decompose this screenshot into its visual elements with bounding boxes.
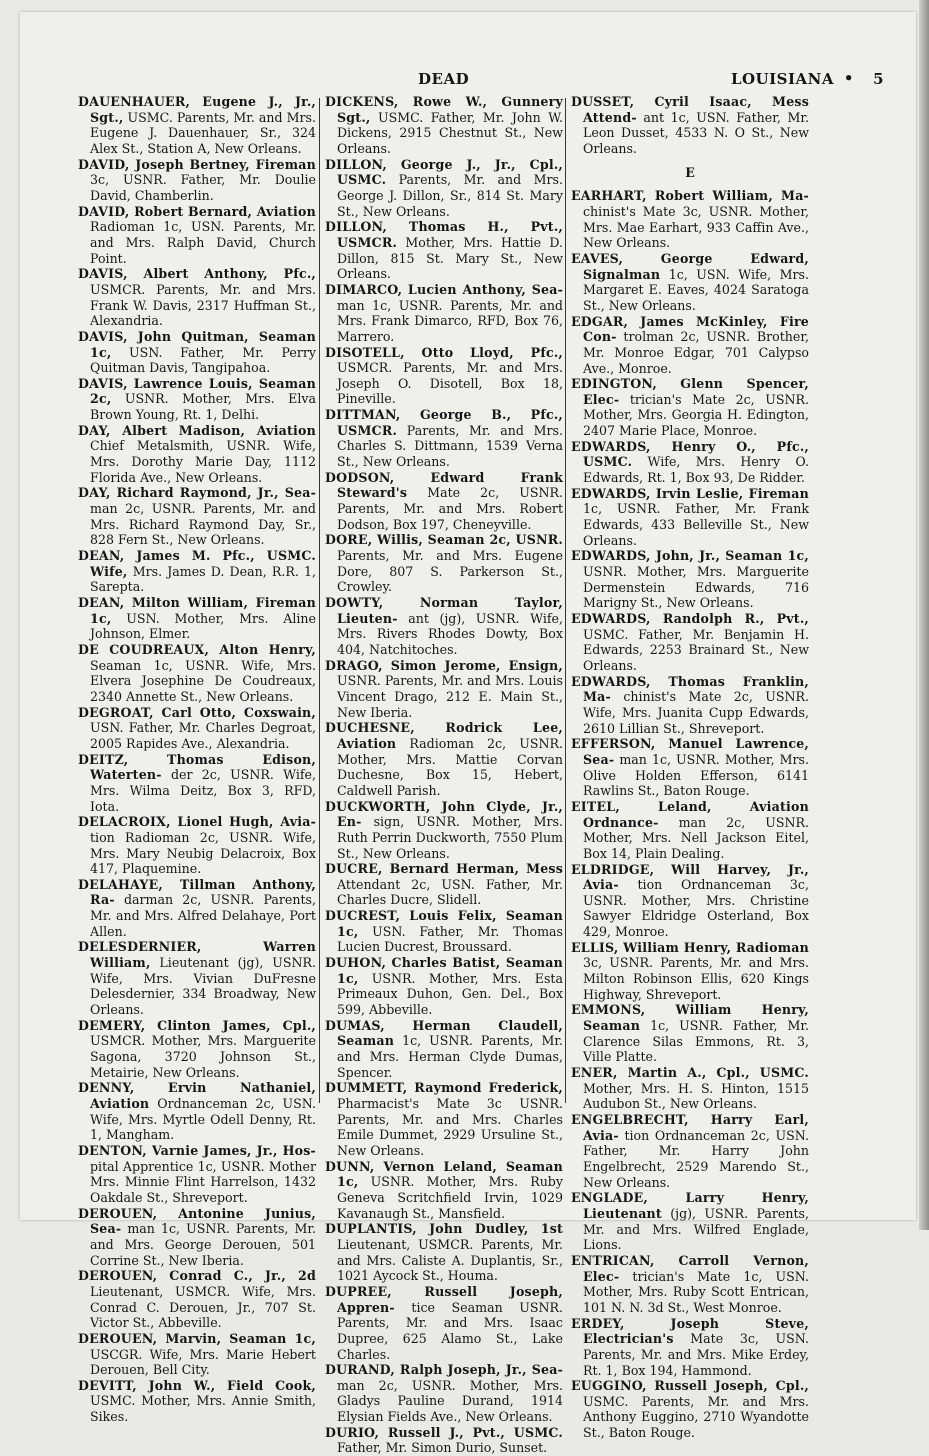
casualty-entry (78, 1378, 316, 1425)
entry-name: DUSSET, Cyril Isaac, Mess Attend- (571, 94, 809, 125)
entry-name: DENTON, Varnie James, Jr., Hos- (78, 1142, 316, 1158)
entry-name: DRAGO, Simon Jerome, Ensign, (325, 657, 563, 673)
entry-name: DELAHAYE, Tillman Anthony, Ra- (78, 876, 316, 908)
entry-name: EDWARDS, Henry O., Pfc., USMC. (571, 438, 809, 470)
casualty-entry (571, 188, 809, 251)
casualty-entry (571, 1253, 809, 1316)
entry-details: der 2c, USNR. Wife, Mrs. Wilma Deitz, Box 3, RFD, Iota. (90, 767, 316, 814)
entry-name: DIMARCO, Lucien Anthony, Sea- (325, 281, 563, 297)
entry-details: Radioman 1c, USN. Parents, Mr. and Mrs. Ralph David, Church Point. (90, 219, 316, 266)
casualty-entry (571, 736, 809, 799)
casualty-entry (78, 548, 316, 595)
casualty-entry (78, 939, 316, 1017)
entry-name: DUPREE, Russell Joseph, Appren- (325, 1283, 563, 1315)
casualty-entry (78, 485, 316, 548)
casualty-entry (571, 1002, 809, 1065)
entry-name: DICKENS, Rowe W., Gunnery Sgt., (325, 94, 563, 125)
casualty-entry (571, 251, 809, 314)
entry-name: DUCKWORTH, John Clyde, Jr., En- (325, 798, 563, 830)
entry-details: USN. Father, Mr. Thomas Lucien Ducrest, Broussard. (337, 923, 563, 955)
entry-details: trolman 2c, USNR. Brother, Mr. Monroe Edgar, 701 Calypso Ave., Monroe. (583, 329, 809, 376)
casualty-entry (78, 595, 316, 642)
entry-name: DAVIS, John Quitman, Seaman 1c, (78, 328, 316, 360)
casualty-entry (325, 1362, 563, 1425)
casualty-entry (571, 1065, 809, 1112)
entry-details: tice Seaman USNR. Parents, Mr. and Mrs. Isaac Dupree, 625 Alamo St., Lake Charles. (337, 1299, 563, 1362)
entry-details: tion Ordnanceman 3c, USNR. Mother, Mrs. Christine Sawyer Eldridge Osterland, Box 429, Monroe. (583, 877, 809, 940)
casualty-entry (571, 548, 809, 611)
entry-name: EDWARDS, Irvin Leslie, Fireman (571, 485, 809, 501)
casualty-entry (325, 799, 563, 862)
entry-name: DUCRE, Bernard Herman, Mess (325, 861, 563, 877)
casualty-entry (78, 1268, 316, 1331)
entry-details: man 2c, USNR. Mother, Mrs. Nell Jackson Eitel, Box 14, Plain Dealing. (583, 814, 809, 861)
entry-details: USNR. Mother, Mrs. Marguerite Dermenstein Edwards, 716 Marigny St., New Orleans. (583, 564, 809, 611)
entry-details: USCGR. Wife, Mrs. Marie Hebert Derouen, Bell City. (90, 1346, 316, 1378)
entry-name: EAVES, George Edward, Signalman (571, 250, 809, 282)
entry-details: trician's Mate 1c, USN. Mother, Mrs. Ruby Scott Entrican, 101 N. N. 3d St., West Monroe. (583, 1268, 809, 1315)
entry-details: USN. Mother, Mrs. Aline Johnson, Elmer. (90, 610, 316, 642)
entry-name: DELACROIX, Lionel Hugh, Avia- (78, 814, 316, 830)
entry-details: USNR. Mother, Mrs. Elva Brown Young, Rt. 1, Delhi. (90, 391, 316, 423)
entry-name: DUHON, Charles Batist, Seaman 1c, (325, 955, 563, 986)
entry-details: USMC. Parents, Mr. and Mrs. Eugene J. Dauenhauer, Sr., 324 Alex St., Station A, New Orleans. (90, 109, 316, 156)
casualty-entry (325, 720, 563, 798)
entry-details: USMC. Parents, Mr. and Mrs. Anthony Euggino, 2710 Wyandotte St., Baton Rouge. (583, 1393, 809, 1441)
column-2 (325, 94, 563, 1456)
entry-details: USMCR. Parents, Mr. and Mrs. Frank W. Davis, 2317 Huffman St., Alexandria. (90, 281, 316, 329)
entry-name: DEGROAT, Carl Otto, Coxswain, (78, 704, 316, 720)
entry-name: DEITZ, Thomas Edison, Waterten- (78, 751, 316, 783)
page-header (20, 70, 916, 94)
casualty-entry (78, 157, 316, 204)
entry-name: DOWTY, Norman Taylor, Lieuten- (325, 595, 563, 626)
entry-details: man 1c, USNR. Parents, Mr. and Mrs. Frank Dimarco, RFD, Box 76, Marrero. (337, 297, 563, 344)
entry-name: EDWARDS, John, Jr., Seaman 1c, (571, 548, 809, 564)
casualty-entry (78, 642, 316, 705)
entry-name: DUCHESNE, Rodrick Lee, Aviation (325, 720, 563, 751)
entry-details: Lieutenant, USMCR. Parents, Mr. and Mrs. Caliste A. Duplantis, Sr., 1021 Aycock St., Houma. (337, 1236, 563, 1284)
entry-details: Lieutenant, USMCR. Wife, Mrs. Conrad C. Derouen, Jr., 707 St. Victor St., Abbeville. (90, 1283, 316, 1331)
entry-name: EMMONS, William Henry, Seaman (571, 1002, 809, 1034)
entry-name: DILLON, George J., Jr., Cpl., USMC. (325, 156, 563, 188)
entry-details: tion Ordnanceman 2c, USN. Father, Mr. Harry John Engelbrecht, 2529 Marendo St., New Orleans. (583, 1127, 809, 1190)
casualty-entry (571, 439, 809, 486)
entry-details: Radioman 2c, USNR. Mother, Mrs. Mattie Corvan Duchesne, Box 15, Hebert, Caldwell Parish. (337, 735, 563, 798)
entry-details: man 2c, USNR. Mother, Mrs. Gladys Pauline Durand, 1914 Elysian Fields Ave., New Orleans. (337, 1377, 563, 1425)
entry-details: Seaman 1c, USNR. Wife, Mrs. Elvera Josephine De Coudreaux, 2340 Annette St., New Orleans. (90, 657, 316, 704)
casualty-entry (571, 376, 809, 439)
entry-details: 1c, USNR. Father, Mr. Clarence Silas Emmons, Rt. 3, Ville Platte. (583, 1018, 809, 1065)
entry-name: ENTRICAN, Carroll Vernon, Elec- (571, 1252, 809, 1284)
column-divider (565, 98, 566, 1103)
entry-name: DEVITT, John W., Field Cook, (78, 1377, 316, 1393)
entry-name: DEAN, James M. Pfc., USMC. Wife, (78, 548, 316, 579)
entry-details: darman 2c, USNR. Parents, Mr. and Mrs. Alfred Delahaye, Port Allen. (90, 892, 316, 939)
entry-details: sign, USNR. Mother, Mrs. Ruth Perrin Duckworth, 7550 Plum St., New Orleans. (337, 814, 563, 861)
entry-details: pital Apprentice 1c, USNR. Mother Mrs. Minnie Flint Harrelson, 1432 Oakdale St., Shreveport. (90, 1158, 316, 1205)
entry-details: Attendant 2c, USN. Father, Mr. Charles Ducre, Slidell. (337, 876, 563, 908)
casualty-entry (571, 674, 809, 737)
entry-name: DAVIS, Lawrence Louis, Seaman 2c, (78, 375, 316, 407)
entry-name: DILLON, Thomas H., Pvt., USMCR. (325, 219, 563, 250)
entry-name: DE COUDREAUX, Alton Henry, (78, 641, 316, 657)
casualty-entry (325, 1159, 563, 1222)
column-3-pre-section (571, 94, 809, 157)
entry-name: DAVID, Joseph Bertney, Fireman (78, 156, 316, 172)
entry-name: EDWARDS, Randolph R., Pvt., (571, 611, 809, 626)
casualty-entry (325, 282, 563, 345)
casualty-entry (78, 94, 316, 157)
casualty-entry (325, 219, 563, 282)
header-bullet: • (843, 69, 854, 87)
casualty-entry (78, 705, 316, 752)
casualty-entry (78, 1080, 316, 1143)
entry-name: EUGGINO, Russell Joseph, Cpl., (571, 1378, 809, 1394)
entry-details: chinist's Mate 3c, USNR. Mother, Mrs. Mae Earhart, 933 Caffin Ave., New Orleans. (583, 203, 809, 251)
entry-details: Ordnanceman 2c, USN. Wife, Mrs. Myrtle Odell Denny, Rt. 1, Mangham. (90, 1096, 316, 1143)
entry-details: USN. Father, Mr. Charles Degroat, 2005 Rapides Ave., Alexandria. (90, 720, 316, 751)
casualty-entry (571, 940, 809, 1003)
entry-name: ELDRIDGE, Will Harvey, Jr., Avia- (571, 861, 809, 893)
casualty-entry (78, 1143, 316, 1206)
entry-name: DAY, Albert Madison, Aviation (78, 422, 316, 438)
entry-name: DEROUEN, Marvin, Seaman 1c, (78, 1330, 316, 1346)
entry-name: DUCREST, Louis Felix, Seaman 1c, (325, 908, 563, 939)
entry-name: DAY, Richard Raymond, Jr., Sea- (78, 485, 316, 501)
entry-name: DODSON, Edward Frank Steward's (325, 469, 563, 501)
casualty-entry (325, 94, 563, 157)
entry-details: ant (jg), USNR. Wife, Mrs. Rivers Rhodes Dowty, Box 404, Natchitoches. (337, 610, 563, 657)
casualty-entry (571, 94, 809, 157)
entry-name: DUNN, Vernon Leland, Seaman 1c, (325, 1158, 563, 1190)
entry-name: EDWARDS, Thomas Franklin, Ma- (571, 673, 809, 705)
casualty-entry (78, 814, 316, 877)
casualty-entry (78, 329, 316, 376)
entry-details: tion Radioman 2c, USNR. Wife, Mrs. Mary Neubig Delacroix, Box 417, Plaquemine. (90, 829, 316, 877)
entry-details: USN. Father, Mr. Perry Quitman Davis, Tangipahoa. (90, 344, 316, 376)
casualty-entry (571, 799, 809, 862)
entry-details: USNR. Mother, Mrs. Esta Primeaux Duhon, Gen. Del., Box 599, Abbeville. (337, 970, 563, 1018)
document-page (20, 12, 916, 1456)
entry-name: DUMAS, Herman Claudell, Seaman (325, 1017, 563, 1049)
entry-name: DISOTELL, Otto Lloyd, Pfc., (325, 344, 563, 360)
casualty-entry (78, 204, 316, 267)
casualty-entry (78, 1331, 316, 1378)
header-title: DEAD (418, 70, 470, 88)
entry-name: DUPLANTIS, John Dudley, 1st (325, 1221, 563, 1237)
entry-details: Parents, Mr. and Mrs. Eugene Dore, 807 S. Parkerson St., Crowley. (337, 548, 563, 595)
entry-details: 1c, USNR. Parents, Mr. and Mrs. Herman Clyde Dumas, Spencer. (337, 1033, 563, 1080)
casualty-entry (78, 376, 316, 423)
column-1 (78, 94, 316, 1425)
entry-details: man 2c, USNR. Parents, Mr. and Mrs. Richard Raymond Day, Sr., 828 Fern St., New Orleans. (90, 501, 316, 548)
entry-name: DENNY, Ervin Nathaniel, Aviation (78, 1080, 316, 1111)
entry-details: USMC. Father, Mr. John W. Dickens, 2915 Chestnut St., New Orleans. (337, 109, 563, 156)
entry-details: Mate 2c, USNR. Parents, Mr. and Mrs. Robert Dodson, Box 197, Cheneyville. (337, 485, 563, 532)
entry-name: DURIO, Russell J., Pvt., USMC. (325, 1424, 563, 1440)
page-number: 5 (873, 70, 884, 88)
entry-details: ant 1c, USN. Father, Mr. Leon Dusset, 4533 N. O St., New Orleans. (583, 109, 809, 156)
casualty-entry (325, 157, 563, 220)
entry-details: USMCR. Parents, Mr. and Mrs. Joseph O. Disotell, Box 18, Pineville. (337, 360, 563, 407)
entry-details: USNR. Parents, Mr. and Mrs. Louis Vincent Drago, 212 E. Main St., New Iberia. (337, 673, 563, 720)
entry-details: (jg), USNR. Parents, Mr. and Mrs. Wilfred Englade, Lions. (583, 1205, 809, 1253)
casualty-entry (325, 532, 563, 595)
casualty-entry (571, 1378, 809, 1441)
casualty-entry (78, 877, 316, 940)
casualty-entry (325, 1425, 563, 1456)
entry-details: 1c, USN. Wife, Mrs. Margaret E. Eaves, 4024 Saratoga St., New Orleans. (583, 266, 809, 313)
entry-name: DEROUEN, Conrad C., Jr., 2d (78, 1268, 316, 1284)
casualty-entry (571, 1112, 809, 1190)
casualty-entry (571, 1190, 809, 1253)
casualty-entry (571, 314, 809, 377)
entry-details: Mother, Mrs. Hattie D. Dillon, 815 St. Mary St., New Orleans. (337, 234, 563, 282)
entry-name: EFFERSON, Manuel Lawrence, Sea- (571, 736, 809, 767)
entry-name: ENGELBRECHT, Harry Earl, Avia- (571, 1112, 809, 1143)
entry-name: EDINGTON, Glenn Spencer, Elec- (571, 376, 809, 407)
entry-details: man 1c, USNR. Mother, Mrs. Olive Holden Efferson, 6141 Rawlins St., Baton Rouge. (583, 751, 809, 799)
entry-name: DORE, Willis, Seaman 2c, USNR. (325, 532, 563, 548)
entry-name: ERDEY, Joseph Steve, Electrician's (571, 1315, 809, 1347)
entry-details: Parents, Mr. and Mrs. Charles S. Dittmann, 1539 Verna St., New Orleans. (337, 422, 563, 470)
entry-name: DAUENHAUER, Eugene J., Jr., Sgt., (78, 94, 316, 125)
casualty-entry (325, 1221, 563, 1284)
entry-details: Parents, Mr. and Mrs. George J. Dillon, Sr., 814 St. Mary St., New Orleans. (337, 172, 563, 219)
casualty-entry (571, 486, 809, 549)
entry-details: USMC. Father, Mr. Benjamin H. Edwards, 2253 Brainard St., New Orleans. (583, 626, 809, 673)
entry-name: EDGAR, James McKinley, Fire Con- (571, 313, 809, 345)
entry-name: EARHART, Robert William, Ma- (571, 188, 809, 204)
column-divider (319, 98, 320, 1103)
entry-name: DITTMAN, George B., Pfc., USMCR. (325, 407, 563, 438)
entry-name: DURAND, Ralph Joseph, Jr., Sea- (325, 1362, 563, 1378)
entry-details: 3c, USNR. Father, Mr. Doulie David, Chamberlin. (90, 172, 316, 203)
entry-name: DEMERY, Clinton James, Cpl., (78, 1017, 316, 1033)
entry-details: USNR. Mother, Mrs. Ruby Geneva Scritchfield Irvin, 1029 Kavanaugh St., Mansfield. (337, 1174, 563, 1221)
entry-name: DELESDERNIER, Warren William, (78, 939, 316, 971)
entry-details: USMC. Mother, Mrs. Annie Smith, Sikes. (90, 1393, 316, 1425)
column-3 (571, 94, 809, 1441)
column-3-section-entries (571, 188, 809, 1441)
entry-name: ENGLADE, Larry Henry, Lieutenant (571, 1190, 809, 1221)
entry-name: EITEL, Leland, Aviation Ordnance- (571, 798, 809, 830)
casualty-entry (325, 595, 563, 658)
casualty-entry (325, 470, 563, 533)
casualty-entry (325, 1018, 563, 1081)
casualty-entry (571, 1316, 809, 1379)
entry-details: USMCR. Mother, Mrs. Marguerite Sagona, 3720 Johnson St., Metairie, New Orleans. (90, 1033, 316, 1080)
casualty-entry (571, 862, 809, 940)
entry-name: DAVID, Robert Bernard, Aviation (78, 203, 316, 219)
casualty-entry (325, 1080, 563, 1158)
casualty-entry (325, 1284, 563, 1362)
entry-details: chinist's Mate 2c, USNR. Wife, Mrs. Juanita Cupp Edwards, 2610 Lillian St., Shreveport. (583, 689, 809, 736)
header-state: LOUISIANA (730, 70, 834, 88)
entry-details: Father, Mr. Simon Durio, Sunset. (337, 1440, 548, 1456)
entry-details: Mate 3c, USN. Parents, Mr. and Mrs. Mike Erdey, Rt. 1, Box 194, Hammond. (583, 1331, 809, 1378)
casualty-entry (78, 1206, 316, 1269)
entry-name: DEAN, Milton William, Fireman 1c, (78, 595, 316, 626)
section-letter: E (685, 164, 695, 180)
casualty-entry (78, 266, 316, 329)
entry-name: DAVIS, Albert Anthony, Pfc., (78, 266, 316, 282)
entry-details: Chief Metalsmith, USNR. Wife, Mrs. Dorothy Marie Day, 1112 Florida Ave., New Orleans. (90, 438, 316, 485)
entry-name: DEROUEN, Antonine Junius, Sea- (78, 1205, 316, 1237)
casualty-entry (78, 752, 316, 815)
casualty-entry (325, 955, 563, 1018)
entry-details: Pharmacist's Mate 3c USNR. Parents, Mr. and Mrs. Charles Emile Dummet, 2929 Ursuline St., New Orleans. (337, 1096, 563, 1158)
entry-details: Wife, Mrs. Henry O. Edwards, Rt. 1, Box 93, De Ridder. (583, 454, 809, 486)
entry-name: ENER, Martin A., Cpl., USMC. (571, 1065, 809, 1081)
entry-details: 3c, USNR. Parents, Mr. and Mrs. Milton Robinson Ellis, 620 Kings Highway, Shreveport. (583, 955, 809, 1002)
casualty-entry (325, 345, 563, 408)
page-edge-shadow (919, 0, 929, 1230)
casualty-entry (325, 861, 563, 908)
casualty-entry (325, 658, 563, 721)
casualty-entry (571, 611, 809, 674)
entry-details: 1c, USNR. Father, Mr. Frank Edwards, 433 Belleville St., New Orleans. (583, 501, 809, 548)
entry-details: Mother, Mrs. H. S. Hinton, 1515 Audubon St., New Orleans. (583, 1080, 809, 1112)
casualty-entry (78, 423, 316, 486)
entry-name: ELLIS, William Henry, Radioman (571, 939, 809, 955)
entry-details: trician's Mate 2c, USNR. Mother, Mrs. Georgia H. Edington, 2407 Marie Place, Monroe. (583, 391, 809, 439)
entry-name: DUMMETT, Raymond Frederick, (325, 1080, 563, 1096)
casualty-entry (78, 1018, 316, 1081)
casualty-entry (325, 407, 563, 470)
entry-details: man 1c, USNR. Parents, Mr. and Mrs. George Derouen, 501 Corrine St., New Iberia. (90, 1221, 316, 1268)
entry-details: Lieutenant (jg), USNR. Wife, Mrs. Vivian DuFresne Delesdernier, 334 Broadway, New Orleans. (90, 955, 316, 1018)
casualty-entry (325, 908, 563, 955)
entry-details: Mrs. James D. Dean, R.R. 1, Sarepta. (90, 563, 316, 595)
